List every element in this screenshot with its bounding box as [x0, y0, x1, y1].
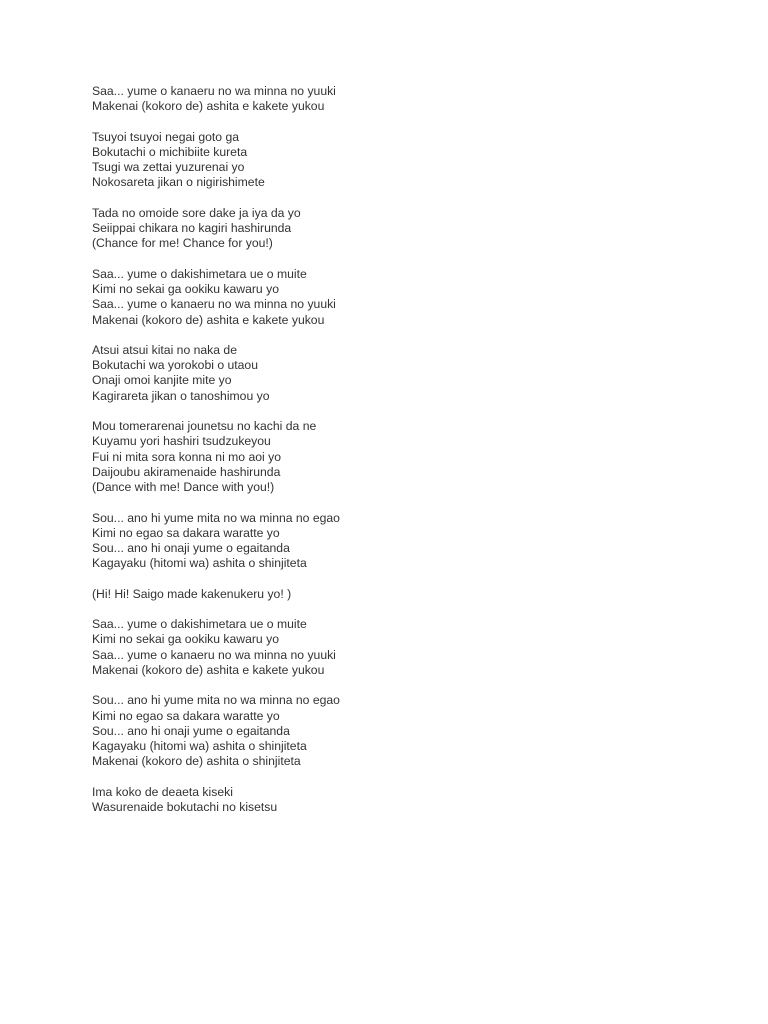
lyrics-text	[92, 84, 340, 830]
lyrics-stanza	[92, 785, 340, 816]
lyrics-stanza	[92, 419, 340, 495]
lyric-line: Saa... yume o kanaeru no wa minna no yuuki	[92, 297, 336, 312]
lyric-line: (Hi! Hi! Saigo made kakenukeru yo! )	[92, 586, 292, 601]
lyric-line: Mou tomerarenai jounetsu no kachi da ne	[92, 419, 317, 434]
lyric-line: Tsuyoi tsuyoi negai goto ga	[92, 129, 240, 144]
lyric-line: Saa... yume o kanaeru no wa minna no yuuki	[92, 84, 336, 98]
lyric-line: Makenai (kokoro de) ashita e kakete yukou	[92, 662, 325, 677]
lyric-line: Kimi no sekai ga ookiku kawaru yo	[92, 632, 279, 647]
lyrics-stanza	[92, 617, 340, 678]
lyric-line: Kagayaku (hitomi wa) ashita o shinjiteta	[92, 739, 307, 754]
lyric-line: Kagayaku (hitomi wa) ashita o shinjiteta	[92, 556, 307, 571]
lyric-line: Nokosareta jikan o nigirishimete	[92, 175, 265, 190]
lyric-line: Daijoubu akiramenaide hashirunda	[92, 464, 281, 479]
lyric-line: Atsui atsui kitai no naka de	[92, 342, 237, 357]
lyrics-stanza	[92, 693, 340, 769]
lyric-line: Sou... ano hi yume mita no wa minna no egao	[92, 510, 340, 525]
lyric-line: Tada no omoide sore dake ja iya da yo	[92, 205, 301, 220]
lyrics-stanza	[92, 206, 340, 252]
lyric-line: Fui ni mita sora konna ni mo aoi yo	[92, 449, 281, 464]
lyric-line: Kimi no egao sa dakara waratte yo	[92, 525, 280, 540]
lyrics-stanza	[92, 84, 340, 115]
lyric-line: Seiippai chikara no kagiri hashirunda	[92, 221, 292, 236]
lyric-line: Sou... ano hi yume mita no wa minna no egao	[92, 693, 340, 708]
lyric-line: Bokutachi wa yorokobi o utaou	[92, 358, 258, 373]
lyrics-stanza	[92, 130, 340, 191]
lyric-line: Sou... ano hi onaji yume o egaitanda	[92, 541, 290, 556]
lyric-line: Saa... yume o dakishimetara ue o muite	[92, 617, 307, 632]
lyrics-stanza	[92, 511, 340, 572]
lyrics-stanza	[92, 267, 340, 328]
lyric-line: Makenai (kokoro de) ashita o shinjiteta	[92, 754, 301, 769]
lyrics-stanza	[92, 587, 340, 602]
lyric-line: Tsugi wa zettai yuzurenai yo	[92, 160, 245, 175]
lyric-line: Wasurenaide bokutachi no kisetsu	[92, 799, 278, 814]
lyric-line: Makenai (kokoro de) ashita e kakete yukou	[92, 312, 325, 327]
lyric-line: Kagirareta jikan o tanoshimou yo	[92, 388, 270, 403]
lyric-line: (Dance with me! Dance with you!)	[92, 480, 275, 495]
lyric-line: Kimi no sekai ga ookiku kawaru yo	[92, 281, 279, 296]
lyric-line: Kimi no egao sa dakara waratte yo	[92, 708, 280, 723]
lyric-line: Onaji omoi kanjite mite yo	[92, 373, 232, 388]
lyric-line: Kuyamu yori hashiri tsudzukeyou	[92, 434, 271, 449]
lyrics-stanza	[92, 343, 340, 404]
lyric-line: (Chance for me! Chance for you!)	[92, 236, 273, 251]
lyric-line: Saa... yume o dakishimetara ue o muite	[92, 266, 307, 281]
lyric-line: Ima koko de deaeta kiseki	[92, 784, 233, 799]
lyric-line: Sou... ano hi onaji yume o egaitanda	[92, 723, 290, 738]
lyric-line: Makenai (kokoro de) ashita e kakete yukou	[92, 99, 325, 114]
lyric-line: Saa... yume o kanaeru no wa minna no yuuki	[92, 647, 336, 662]
lyric-line: Bokutachi o michibiite kureta	[92, 144, 248, 159]
